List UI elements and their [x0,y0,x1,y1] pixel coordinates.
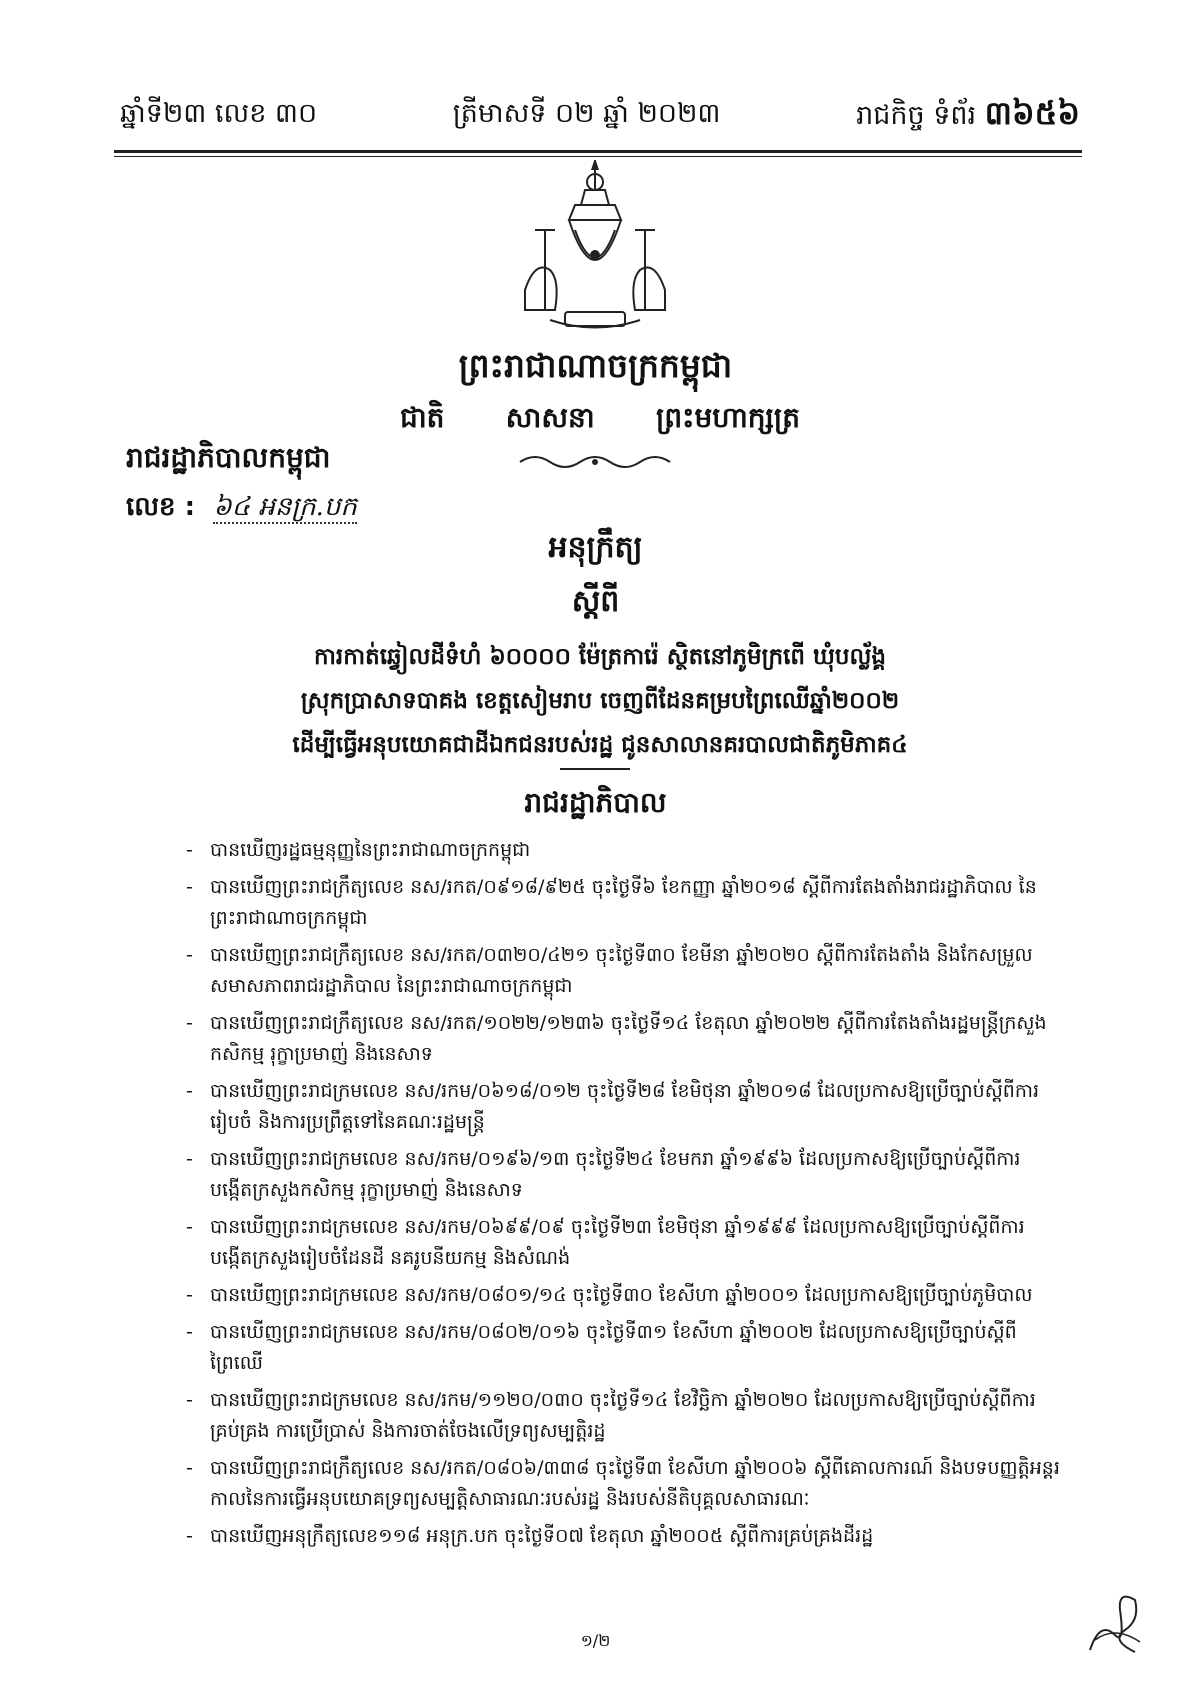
preamble-item: - បានឃើញព្រះរាជក្រឹត្យលេខ នស/រកត/០៨០៦/៣៣៨ ចុះថ្ងៃទី៣ ខែសីហា ឆ្នាំ២០០៦ ស្ដីពីគោលការណ៍ និងបទបញ្ញត្តិអន្តរកាលនៃការធ្វើអនុបយោគទ្រព្យសម្បត្តិសាធារណៈរបស់រដ្ឋ និងរបស់នីតិបុគ្គលសាធារណៈ [180,1453,1060,1515]
document-number [126,490,357,528]
preamble-item: - បានឃើញព្រះរាជក្រមលេខ នស/រកម/០៦៩៩/០៩ ចុះថ្ងៃទី២៣ ខែមិថុនា ឆ្នាំ១៩៩៩ ដែលប្រកាសឱ្យប្រើច្បាប់ស្ដីពីការបង្កើតក្រសួងរៀបចំដែនដី នគរូបនីយកម្ម និងសំណង់ [180,1212,1060,1274]
header-divider [114,150,1082,157]
page-number: ១/២ [580,1631,611,1650]
year-issue: ឆ្នាំទី២៣ លេខ ៣០ [120,97,318,129]
quarter-date: ត្រីមាសទី ០២ ឆ្នាំ ២០២៣ [452,97,721,129]
motto-religion: សាសនា [505,401,595,434]
preamble-item: - បានឃើញព្រះរាជក្រមលេខ នស/រកម/០៦១៨/០១២ ចុះថ្ងៃទី២៨ ខែមិថុនា ឆ្នាំ២០១៨ ដែលប្រកាសឱ្យប្រើច្បាប់ស្ដីពីការរៀបចំ និងការប្រព្រឹត្តទៅនៃគណៈរដ្ឋមន្ត្រី [180,1076,1060,1138]
flourish-ornament-icon [515,450,675,474]
preamble-item: - បានឃើញព្រះរាជក្រឹត្យលេខ នស/រកត/១០២២/១២៣៦ ចុះថ្ងៃទី១៤ ខែតុលា ឆ្នាំ២០២២ ស្ដីពីការតែងតាំងរដ្ឋមន្ត្រីក្រសួងកសិកម្ម រុក្ខាប្រមាញ់ និងនេសាទ [180,1008,1060,1070]
preamble-item: - បានឃើញព្រះរាជក្រមលេខ នស/រកម/១១២០/០៣០ ចុះថ្ងៃទី១៤ ខែវិច្ឆិកា ឆ្នាំ២០២០ ដែលប្រកាសឱ្យប្រើច្បាប់ស្ដីពីការគ្រប់គ្រង ការប្រើប្រាស់ និងការចាត់ចែងលើទ្រព្យសម្បត្តិរដ្ឋ [180,1385,1060,1447]
gazette-page-label: រាជកិច្ច ទំព័រ [856,99,977,131]
national-motto [400,400,800,441]
preamble-item: - បានឃើញព្រះរាជក្រឹត្យលេខ នស/រកត/០៩១៨/៩២៥ ចុះថ្ងៃទី៦ ខែកញ្ញា ឆ្នាំ២០១៨ ស្ដីពីការតែងតាំងរាជរដ្ឋាភិបាល នៃព្រះរាជាណាចក្រកម្ពុជា [180,872,1060,934]
about-label: ស្ដីពី [571,584,620,619]
royal-coat-of-arms-icon [505,160,685,340]
handwritten-signature-icon [1080,1580,1150,1660]
kingdom-name: ព្រះរាជាណាចក្រកម្ពុជា [458,346,733,385]
preamble-item: - បានឃើញព្រះរាជក្រឹត្យលេខ នស/រកត/០៣២០/៤២១ ចុះថ្ងៃទី៣០ ខែមីនា ឆ្នាំ២០២០ ស្ដីពីការតែងតាំង និងកែសម្រួលសមាសភាពរាជរដ្ឋាភិបាល នៃព្រះរាជាណាចក្រកម្ពុជា [180,940,1060,1002]
preamble-list [180,835,1060,1558]
document-type: អនុក្រឹត្យ [548,530,643,565]
title-line: ការកាត់ឆ្វៀលដីទំហំ ៦០០០០ ម៉ែត្រការ៉េ ស្ថិតនៅភូមិក្រពើ ឃុំបល្ល័ង្គ [314,644,886,670]
issuing-authority: រាជរដ្ឋាភិបាលកម្ពុជា [126,441,331,474]
title-divider [560,768,630,770]
preamble-item: - បានឃើញព្រះរាជក្រមលេខ នស/រកម/០១៩៦/១៣ ចុះថ្ងៃទី២៤ ខែមករា ឆ្នាំ១៩៩៦ ដែលប្រកាសឱ្យប្រើច្បាប់ស្ដីពីការបង្កើតក្រសួងកសិកម្ម រុក្ខាប្រមាញ់ និងនេសាទ [180,1144,1060,1206]
preamble-item: - បានឃើញព្រះរាជក្រមលេខ នស/រកម/០៨០១/១៤ ចុះថ្ងៃទី៣០ ខែសីហា ឆ្នាំ២០០១ ដែលប្រកាសឱ្យប្រើច្បាប់ភូមិបាល [180,1280,1060,1311]
preamble-item: - បានឃើញរដ្ឋធម្មនុញ្ញនៃព្រះរាជាណាចក្រកម្ពុជា [180,835,1060,866]
motto-king: ព្រះមហាក្សត្រ [656,401,800,434]
document-number-label: លេខ : [126,492,195,522]
document-number-value: ៦៤ អនក្រ.បក [213,492,357,522]
document-title [150,635,1050,767]
gazette-header [120,92,1080,140]
title-line: ដើម្បីធ្វើអនុបយោគជាដីឯកជនរបស់រដ្ឋ ជូនសាលានគរបាលជាតិភូមិភាគ៤ [292,732,908,758]
title-line: ស្រុកប្រាសាទបាគង ខេត្តសៀមរាប ចេញពីដែនគម្របព្រៃឈើឆ្នាំ២០០២ [300,688,900,714]
preamble-item: - បានឃើញព្រះរាជក្រមលេខ នស/រកម/០៨០២/០១៦ ចុះថ្ងៃទី៣១ ខែសីហា ឆ្នាំ២០០២ ដែលប្រកាសឱ្យប្រើច្បាប់ស្ដីពីព្រៃឈើ [180,1317,1060,1379]
motto-nation: ជាតិ [400,401,445,434]
preamble-item: - បានឃើញអនុក្រឹត្យលេខ១១៨ អនុក្រ.បក ចុះថ្ងៃទី០៧ ខែតុលា ឆ្នាំ២០០៥ ស្ដីពីការគ្រប់គ្រងដីរដ្ឋ [180,1521,1060,1552]
body-heading: រាជរដ្ឋាភិបាល [524,786,667,819]
gazette-page [856,93,1080,140]
gazette-page-number: ៣៦៥៦ [984,93,1080,132]
